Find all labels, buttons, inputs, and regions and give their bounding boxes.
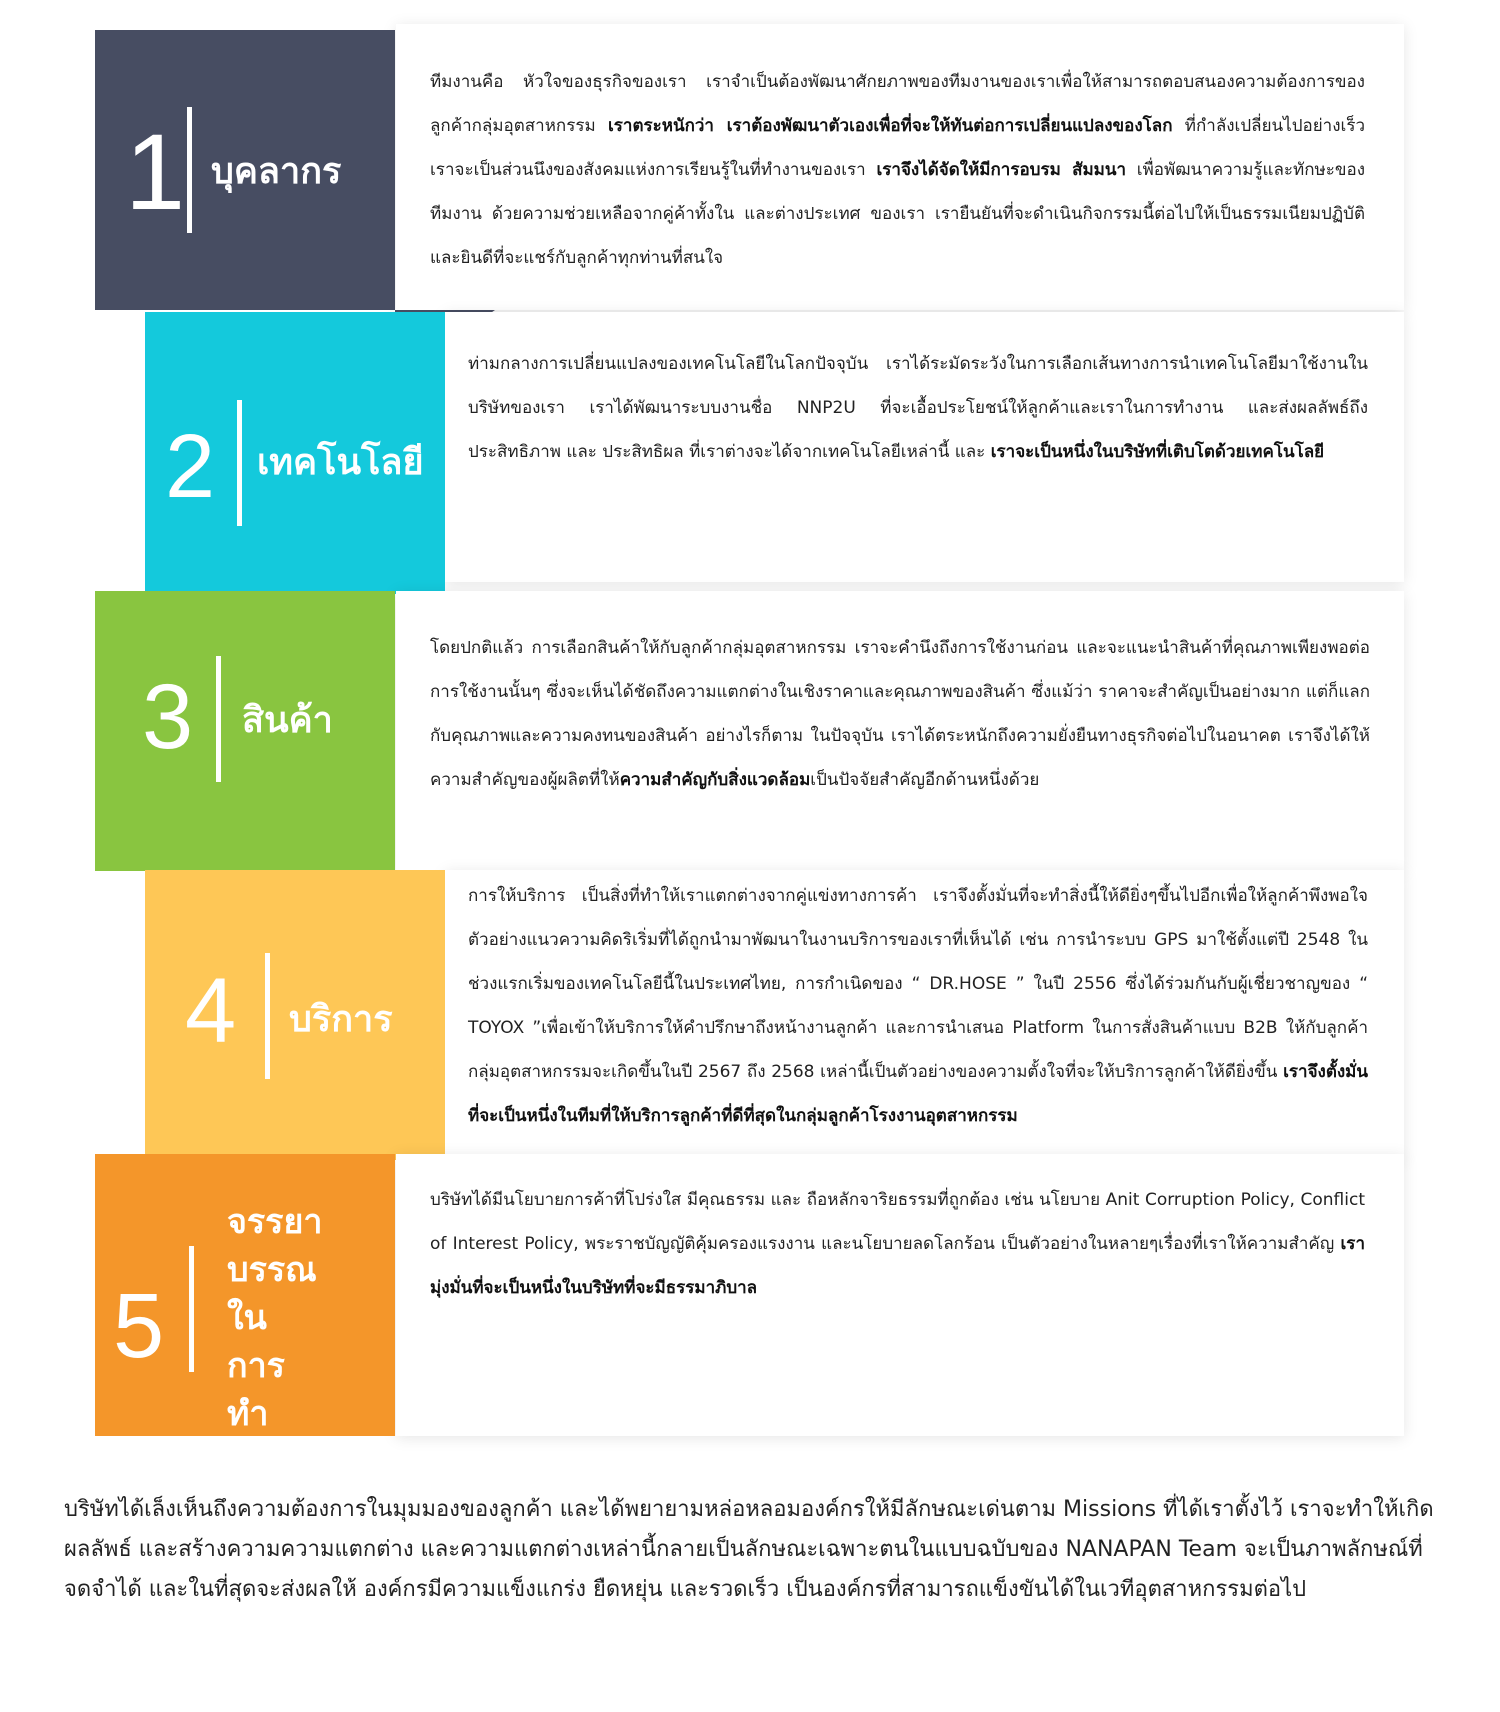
section-title (227, 1198, 322, 1486)
section-5-paragraph (430, 1178, 1365, 1310)
body-text: บริษัทได้มีนโยบายการค้าที่โปร่งใส มีคุณธรรม และ ถือหลักจาริยธรรมที่ถูกต้อง เช่น นโยบาย Anit Corruption Policy, Conflict of Interest Policy, พระราชบัญญัติคุ้มครองแรงงาน และนโยบายลดโลกร้อน เป็นตัวอย่างในหลายๆเรื่องที่เราให้ความสำคัญ (430, 1190, 1365, 1254)
section-number: 1 (125, 111, 186, 232)
section-title-line: บรรณ (227, 1250, 317, 1290)
body-text: เป็นปัจจัยสำคัญอีกด้านหนึ่งด้วย (810, 770, 1040, 790)
title-divider (216, 656, 221, 782)
body-text: การให้บริการ เป็นสิ่งที่ทำให้เราแตกต่างจากคู่แข่งทางการค้า เราจึงตั้งมั่นที่จะทำสิ่งนี้ให้ดียิ่งๆขึ้นไปอีกเพื่อให้ลูกค้าพึงพอใจ ตัวอย่างแนวความคิดริเริ่มที่ได้ถูกนำมาพัฒนาในงานบริการของเราที่เห็นได้ เช่น การนำระบบ GPS มาใช้ตั้งแต่ปี 2548 ในช่วงแรกเริ่มของเทคโนโลยีนี้ในประเทศไทย, การกำเนิดของ “ DR.HOSE ” ในปี 2556 ซึ่งได้ร่วมกันกับผู้เชี่ยวชาญของ “ TOYOX ”เพื่อเข้าให้บริการให้คำปรึกษาถึงหน้างานลูกค้า และการนำเสนอ Platform ในการสั่งสินค้าแบบ B2B ให้กับลูกค้ากลุ่มอุตสาหกรรมจะเกิดขึ้นในปี 2567 ถึง 2568 เหล่านี้เป็นตัวอย่างของความตั้งใจที่จะให้บริการลูกค้าให้ดียิ่งขึ้น (468, 886, 1368, 1082)
emphasis-text: เราตระหนักว่า เราต้องพัฒนาตัวเองเพื่อที่จะให้ทันต่อการเปลี่ยนแปลงของโลก (607, 116, 1173, 136)
section-2-paragraph (468, 342, 1368, 474)
section-3 (0, 585, 1500, 880)
section-title-line: ในการ (227, 1298, 285, 1386)
section-number: 4 (185, 960, 237, 1062)
section-1-paragraph (430, 60, 1365, 280)
emphasis-text: ความสำคัญกับสิ่งแวดล้อม (619, 770, 811, 790)
section-number: 3 (142, 666, 194, 768)
section-title: บุคลากร (211, 151, 342, 192)
section-3-paragraph (430, 626, 1370, 802)
summary-paragraph: บริษัทได้เล็งเห็นถึงความต้องการในมุมมองของลูกค้า และได้พยายามหล่อหลอมองค์กรให้มีลักษณะเด่นตาม Missions ที่ได้เราตั้งไว้ เราจะทำให้เกิดผลลัพธ์ และสร้างความความแตกต่าง และความแตกต่างเหล่านี้กลายเป็นลักษณะเฉพาะตนในแบบฉบับของ NANAPAN Team จะเป็นภาพลักษณ์ที่จดจำได้ และในที่สุดจะส่งผลให้ องค์กรมีความแข็งแกร่ง ยืดหยุ่น และรวดเร็ว เป็นองค์กรที่สามารถแข็งขันได้ในเวทีอุตสาหกรรมต่อไป (64, 1497, 1434, 1602)
section-title: บริการ (289, 999, 393, 1040)
section-number: 2 (165, 417, 216, 517)
section-5 (0, 1150, 1500, 1482)
section-1 (0, 0, 1500, 310)
title-divider (265, 953, 270, 1079)
section-title: เทคโนโลยี (257, 442, 424, 483)
section-4 (0, 860, 1500, 1160)
emphasis-text: เราจึงได้จัดให้มีการอบรม สัมมนา (876, 160, 1127, 180)
body-text: ที่กำลังเปลี่ยนไปอย่างเร็ว เราจะเป็นส่วนนึงของสังคมแห่งการเรียนรู้ในที่ทำงานของเรา (430, 116, 1365, 180)
emphasis-text: เราจึงตั้งมั่นที่จะเป็นหนึ่งในทีมที่ให้บริการลูกค้าที่ดีที่สุดในกลุ่มลูกค้าโรงงานอุตสาหกรรม (468, 1062, 1368, 1126)
section-number: 5 (113, 1275, 165, 1377)
body-text: ทีมงานคือ หัวใจของธุรกิจของเรา เราจำเป็นต้องพัฒนาศักยภาพของทีมงานของเราเพื่อให้สามารถตอบสนองความต้องการของลูกค้ากลุ่มอุตสาหกรรม (430, 72, 1365, 136)
title-divider (237, 400, 242, 526)
body-text: โดยปกติแล้ว การเลือกสินค้าให้กับลูกค้ากลุ่มอุตสาหกรรม เราจะคำนึงถึงการใช้งานก่อน และจะแนะนำสินค้าที่คุณภาพเพียงพอต่อการใช้งานนั้นๆ ซึ่งจะเห็นได้ชัดถึงความแตกต่างในเชิงราคาและคุณภาพของสินค้า ซึ่งแม้ว่า ราคาจะสำคัญเป็นอย่างมาก แต่ก็แลกกับคุณภาพและความคงทนของสินค้า อย่างไรก็ตาม ในปัจจุบัน เราได้ตระหนักถึงความยั่งยืนทางธุรกิจต่อไปในอนาคต เราจึงได้ให้ความสำคัญของผู้ผลิตที่ให้ (430, 638, 1370, 790)
section-title-line: ทำธุรกิจ (227, 1394, 307, 1482)
body-text: เพื่อพัฒนาความรู้และทักษะของทีมงาน ด้วยความช่วยเหลือจากคู่ค้าทั้งใน และต่างประเทศ ของเรา เรายืนยันที่จะดำเนินกิจกรรมนี้ต่อไปให้เป็นธรรมเนียมปฏิบัติ และยินดีที่จะแชร์กับลูกค้าทุกท่านที่สนใจ (430, 160, 1365, 268)
section-4-paragraph (468, 874, 1368, 1138)
body-text: ท่ามกลางการเปลี่ยนแปลงของเทคโนโลยีในโลกปัจจุบัน เราได้ระมัดระวังในการเลือกเส้นทางการนำเทคโนโลยีมาใช้งานในบริษัทของเรา เราได้พัฒนาระบบงานชื่อ NNP2U ที่จะเอื้อประโยชน์ให้ลูกค้าและเราในการทำงาน และส่งผลลัพธ์ถึงประสิทธิภาพ และ ประสิทธิผล ที่เราต่างจะได้จากเทคโนโลยีเหล่านี้ และ (468, 354, 1368, 462)
emphasis-text: เรามุ่งมั่นที่จะเป็นหนึ่งในบริษัทที่จะมีธรรมาภิบาล (430, 1234, 1365, 1298)
section-2 (0, 300, 1500, 600)
title-divider (187, 107, 192, 233)
emphasis-text: เราจะเป็นหนึ่งในบริษัทที่เติบโตด้วยเทคโนโลยี (990, 442, 1325, 462)
section-title-line: จรรยา (227, 1202, 323, 1242)
section-title: สินค้า (242, 700, 333, 741)
title-divider (189, 1246, 194, 1372)
